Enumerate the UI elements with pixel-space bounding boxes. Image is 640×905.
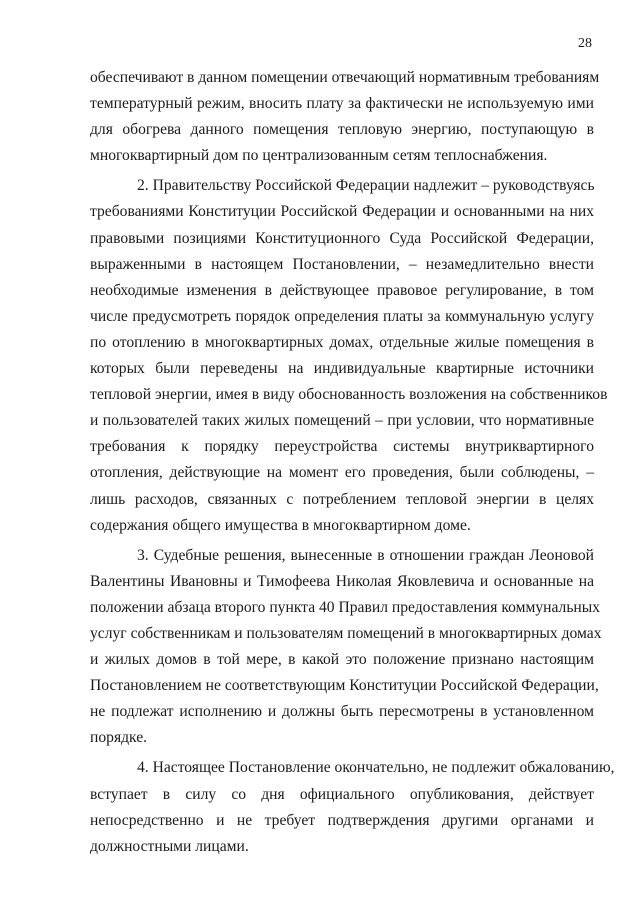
paragraph-item-2: [90, 173, 608, 538]
document-body: [90, 65, 615, 860]
text-line: отопления, действующие на момент его проведения, были соблюдены, –: [90, 464, 594, 482]
text-line: которых были переведены на индивидуальные квартирные источники: [90, 360, 594, 378]
text-line: лишь расходов, связанных с потреблением тепловой энергии в целях: [90, 490, 594, 508]
text-line: Валентины Ивановны и Тимофеева Николая Яковлевича и основанные на: [90, 572, 594, 590]
page-number: 28: [578, 36, 592, 51]
text-line: Постановлением не соответствующим Конституции Российской Федерации,: [90, 677, 599, 695]
text-line: температурный режим, вносить плату за фактически не используемую ими: [90, 95, 594, 113]
text-line: 3. Судебные решения, вынесенные в отношении граждан Леоновой: [137, 546, 594, 564]
text-line: многоквартирный дом по централизованным сетям теплоснабжения.: [90, 147, 548, 165]
text-line: и пользователей таких жилых помещений – при условии, что нормативные: [90, 412, 594, 430]
text-line: по отоплению в многоквартирных домах, отдельные жилые помещения в: [90, 333, 594, 351]
text-line: 4. Настоящее Постановление окончательно, не подлежит обжалованию,: [137, 759, 615, 777]
text-line: непосредственно и не требует подтверждения другими органами и: [90, 811, 594, 829]
text-line: требованиями Конституции Российской Федерации и основанными на них: [90, 203, 594, 221]
text-line: содержания общего имущества в многоквартирном доме.: [90, 516, 471, 534]
text-line: обеспечивают в данном помещении отвечающий нормативным требованиям: [90, 69, 600, 86]
text-line: тепловой энергии, имея в виду обоснованность возложения на собственников: [90, 386, 608, 404]
text-line: правовыми позициями Конституционного Суда Российской Федерации,: [90, 229, 594, 247]
text-line: должностными лицами.: [90, 837, 249, 855]
text-line: вступает в силу со дня официального опубликования, действует: [90, 785, 594, 803]
text-line: и жилых домов в той мере, в какой это положение признано настоящим: [90, 651, 594, 669]
text-line: необходимые изменения в действующее правовое регулирование, в том: [90, 281, 594, 299]
text-line: числе предусмотреть порядок определения платы за коммунальную услугу: [90, 307, 594, 325]
text-line: для обогрева данного помещения тепловую энергию, поступающую в: [90, 121, 594, 139]
text-line: 2. Правительству Российской Федерации надлежит – руководствуясь: [137, 177, 595, 195]
text-line: порядке.: [90, 729, 148, 747]
text-line: выраженными в настоящем Постановлении, – незамедлительно внести: [90, 255, 594, 273]
text-line: услуг собственникам и пользователям помещений в многоквартирных домах: [90, 624, 602, 642]
text-line: положении абзаца второго пункта 40 Правил предоставления коммунальных: [90, 598, 601, 616]
paragraph-item-3: [90, 543, 602, 752]
text-line: требования к порядку переустройства системы внутриквартирного: [90, 438, 594, 456]
text-line: не подлежат исполнению и должны быть пересмотрены в установленном: [90, 703, 594, 721]
paragraph-item-4: [90, 755, 615, 859]
paragraph-continuation: [90, 65, 600, 169]
